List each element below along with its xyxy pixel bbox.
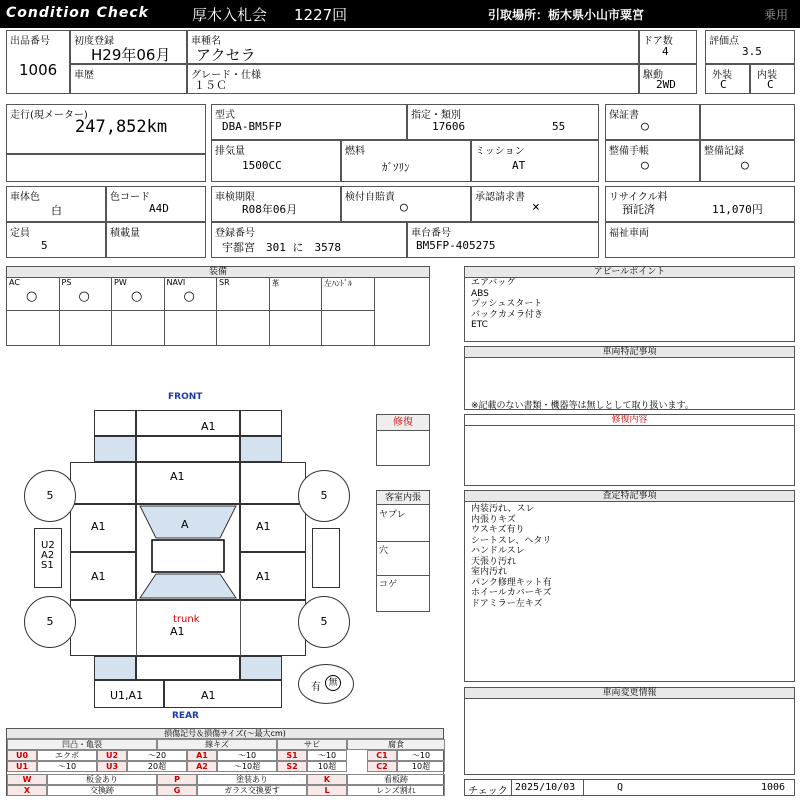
load-label: 積載量 xyxy=(110,228,140,239)
check-row xyxy=(464,779,795,796)
legend-cell-2: 交換跡 xyxy=(47,785,157,796)
special-title: 車両特記事項 xyxy=(465,347,794,358)
legend-cell: C1 xyxy=(367,750,397,761)
legend-cell-2: 看板跡 xyxy=(347,774,445,785)
first-reg-value: H29年06月 xyxy=(91,46,171,64)
repair-box xyxy=(376,414,430,466)
text-line: シートスレ、ヘタリ xyxy=(471,535,552,546)
displacement-label: 排気量 xyxy=(215,146,245,157)
repair-content-title: 修復内容 xyxy=(465,415,794,426)
grade-box xyxy=(187,64,639,94)
insurance-box xyxy=(341,186,471,222)
ext-label: 外装 xyxy=(712,70,732,81)
text-line: 内張りキズ xyxy=(471,514,516,525)
legend-cell: U1 xyxy=(7,761,37,772)
front-bumper-left xyxy=(94,410,136,436)
interior-item-2: 穴 xyxy=(379,546,389,556)
fuel-box xyxy=(341,140,471,182)
equipment-label: PW xyxy=(114,278,127,287)
right-side-panel xyxy=(312,528,340,588)
right-rear-door-code: A1 xyxy=(256,570,271,583)
equipment-blank-1 xyxy=(60,311,113,345)
score-label: 評価点 xyxy=(709,36,739,47)
trunk-code: A1 xyxy=(170,625,185,638)
legend-cell: U0 xyxy=(7,750,37,761)
grade-label: グレード・仕様 xyxy=(191,70,261,81)
warranty-box xyxy=(605,104,700,140)
color-code-box xyxy=(106,186,206,222)
special-note: ※記載のない書類・機器等は無しとして取り扱います。 xyxy=(471,401,694,411)
doors-value: 4 xyxy=(662,45,669,58)
score-value: 3.5 xyxy=(742,45,762,58)
capacity-box xyxy=(6,222,106,258)
displacement-value: 1500CC xyxy=(242,159,282,172)
approval-box xyxy=(471,186,599,222)
equipment-cell-0 xyxy=(7,277,60,311)
model-label: 型式 xyxy=(215,110,235,121)
text-line: ABS xyxy=(471,288,489,299)
int-box xyxy=(750,64,795,94)
legend-cell-2: 板金あり xyxy=(47,774,157,785)
legend-cell-2: 塗装あり xyxy=(197,774,307,785)
roof-panel xyxy=(152,540,224,572)
repair-title: 修復 xyxy=(377,415,429,431)
legend-cell: ～10 xyxy=(37,761,97,772)
interior-divider-2 xyxy=(377,575,429,576)
text-line: ハンドルスレ xyxy=(471,546,525,556)
warranty-value: ○ xyxy=(641,119,649,134)
mission-value: AT xyxy=(512,159,526,172)
rear-label: REAR xyxy=(172,711,199,721)
legend-cell-2: L xyxy=(307,785,347,796)
tire-rear-left: 5 xyxy=(24,596,76,648)
trunk xyxy=(70,600,306,656)
score-box xyxy=(705,30,795,64)
interior-divider-1 xyxy=(377,541,429,542)
lot-box xyxy=(6,30,70,94)
body-left-upper xyxy=(70,462,136,504)
text-line: ドアミラー左キズ xyxy=(471,598,543,609)
equipment-blank-5 xyxy=(270,311,323,345)
welfare-label: 福祉車両 xyxy=(609,228,649,239)
check-divider-2 xyxy=(583,780,584,795)
check-divider-1 xyxy=(511,780,512,795)
body-right-upper xyxy=(240,462,306,504)
appeal-panel xyxy=(464,266,795,342)
fender-front-right xyxy=(240,436,282,462)
fender-rear-left xyxy=(94,656,136,680)
car-name-box xyxy=(187,30,639,64)
hood-front-code: A1 xyxy=(201,420,216,433)
lot-label: 出品番号 xyxy=(10,36,50,47)
equipment-blank-6 xyxy=(322,311,375,345)
legend-group-2: サビ xyxy=(277,739,347,750)
spare-inner: 無 xyxy=(325,675,341,691)
check-code: Q xyxy=(617,782,624,793)
maint-record-label: 整備記録 xyxy=(704,146,744,157)
load-box xyxy=(106,222,206,258)
mileage-sub-box xyxy=(6,154,206,182)
pickup-location: 引取場所：栃木県小山市粟宮 xyxy=(488,8,645,22)
body-color-label: 車体色 xyxy=(10,192,40,203)
repair-content-panel xyxy=(464,414,795,486)
text-line: ウスキズ有り xyxy=(471,525,525,535)
equipment-cell-6 xyxy=(322,277,375,311)
maint-book-value: ○ xyxy=(641,158,649,173)
recycle-status: 預託済 xyxy=(622,203,655,216)
left-rear-door-code: A1 xyxy=(91,570,106,583)
legend-cell: エクボ xyxy=(37,750,97,761)
equipment-cell-4 xyxy=(217,277,270,311)
equipment-cell-5 xyxy=(270,277,323,311)
side-note-3: S1 xyxy=(41,560,54,571)
inspection-box xyxy=(211,186,341,222)
legend-cell-2: W xyxy=(7,774,47,785)
equipment-blank-4 xyxy=(217,311,270,345)
check-label: チェック xyxy=(468,786,508,797)
vehicle-class: 乗用 xyxy=(764,8,789,22)
history-label: 車歴 xyxy=(74,70,94,81)
color-code-label: 色コード xyxy=(110,192,150,203)
equipment-label: 左ﾊﾝﾄﾞﾙ xyxy=(324,279,352,288)
equipment-value: ○ xyxy=(78,289,90,304)
legend-cell: ～20 xyxy=(127,750,187,761)
auction-name: 厚木入札会 xyxy=(192,6,268,24)
model-box xyxy=(211,104,407,140)
inspection-label: 車検期限 xyxy=(215,192,255,203)
equipment-panel xyxy=(6,266,430,346)
fender-rear-right xyxy=(240,656,282,680)
legend-cell: 10超 xyxy=(397,761,445,772)
first-reg-box xyxy=(70,30,187,64)
equipment-title: 装備 xyxy=(7,267,429,278)
legend-cell: S2 xyxy=(277,761,307,772)
text-line: ETC xyxy=(471,320,488,330)
reg-no-label: 登録番号 xyxy=(215,228,255,239)
equipment-label: SR xyxy=(219,278,230,287)
car-name-value: アクセラ xyxy=(196,46,256,64)
right-front-door xyxy=(240,504,306,552)
tire-front-left: 5 xyxy=(24,470,76,522)
rear-left-code: U1,A1 xyxy=(110,689,144,702)
ext-box xyxy=(705,64,750,94)
equipment-blank-3 xyxy=(165,311,218,345)
model-value: DBA-BM5FP xyxy=(222,120,282,133)
legend-cell: ～10 xyxy=(307,750,347,761)
side-note-1: U2 xyxy=(41,540,55,551)
legend-cell-2: G xyxy=(157,785,197,796)
legend-cell: 10超 xyxy=(307,761,347,772)
spare-label: 有 xyxy=(311,682,321,693)
legend-cell: U2 xyxy=(97,750,127,761)
equipment-cell-2 xyxy=(112,277,165,311)
equipment-label: PS xyxy=(61,278,72,287)
appeal-title: アピールポイント xyxy=(465,267,794,278)
windshield-code: A xyxy=(181,518,189,531)
maint-record-value: ○ xyxy=(741,158,749,173)
front-label: FRONT xyxy=(168,392,203,402)
legend-cell-2: K xyxy=(307,774,347,785)
welfare-box xyxy=(605,222,795,258)
lot-value: 1006 xyxy=(19,61,58,79)
warranty-side-box xyxy=(700,104,795,140)
header-bar xyxy=(0,0,800,28)
assessment-title: 査定特記事項 xyxy=(465,491,794,502)
legend-group-0: 凹凸・亀裂 xyxy=(7,739,157,750)
legend-cell: C2 xyxy=(367,761,397,772)
change-title: 車両変更情報 xyxy=(465,688,794,699)
session-number: 1227回 xyxy=(294,6,348,24)
doors-box xyxy=(639,30,697,64)
text-line: 内装汚れ、スレ xyxy=(471,504,535,514)
right-rear-door xyxy=(240,552,306,600)
ext-value: C xyxy=(720,78,727,91)
assessment-lines xyxy=(471,504,552,609)
equipment-label: AC xyxy=(9,278,20,287)
tire-rear-right: 5 xyxy=(298,596,350,648)
mission-label: ミッション xyxy=(475,146,525,157)
category-value: 55 xyxy=(552,120,566,133)
equipment-label: 革 xyxy=(271,279,280,288)
rear-bumper-right xyxy=(164,680,282,708)
fender-front-left xyxy=(94,436,136,462)
mileage-box xyxy=(6,104,206,154)
mileage-label: 走行(現メーター) xyxy=(10,110,88,121)
fuel-value: ｶﾞｿﾘﾝ xyxy=(382,161,410,174)
color-code-value: A4D xyxy=(149,202,169,215)
legend-cell-2: レンズ割れ xyxy=(347,785,445,796)
legend-cell: A2 xyxy=(187,761,217,772)
legend-group-1: 線キズ xyxy=(157,739,277,750)
recycle-label: リサイクル料 xyxy=(609,192,668,203)
grade-value: １５Ｃ xyxy=(194,79,227,92)
legend-cell-2: ガラス交換要す xyxy=(197,785,307,796)
hood xyxy=(136,462,240,504)
capacity-label: 定員 xyxy=(10,228,30,239)
designation-label: 指定・類別 xyxy=(411,110,461,121)
body-color-box xyxy=(6,186,106,222)
text-line: バックカメラ付き xyxy=(471,309,544,320)
spare-tire xyxy=(298,664,354,704)
maint-record-box xyxy=(700,140,795,182)
doors-label: ドア数 xyxy=(643,36,673,47)
approval-label: 承認請求書 xyxy=(475,192,525,203)
legend-cell-2: P xyxy=(157,774,197,785)
insurance-label: 検付自賠責 xyxy=(345,192,395,203)
text-line: エアバッグ xyxy=(471,278,516,288)
interior-box xyxy=(376,490,430,612)
chassis-box xyxy=(407,222,599,258)
legend-cell: 20超 xyxy=(127,761,187,772)
approval-value: × xyxy=(532,200,540,215)
equipment-cell-1 xyxy=(60,277,113,311)
equipment-cell-3 xyxy=(165,277,218,311)
trunk-divider-left xyxy=(136,600,137,656)
legend-cell: ～10 xyxy=(217,750,277,761)
brand-title: Condition Check xyxy=(6,5,149,21)
int-label: 内装 xyxy=(757,70,777,81)
front-bumper xyxy=(136,410,240,436)
mission-box xyxy=(471,140,599,182)
side-note-2: A2 xyxy=(41,550,55,561)
change-panel xyxy=(464,687,795,775)
roof-front-code: A1 xyxy=(170,470,185,483)
legend-cell: A1 xyxy=(187,750,217,761)
reg-no-value: 宇都宮 301 に 3578 xyxy=(222,241,341,254)
legend-title: 損傷記号＆損傷サイズ(～最大cm) xyxy=(7,729,443,739)
legend-cell: ～10 xyxy=(397,750,445,761)
legend-cell: S1 xyxy=(277,750,307,761)
interior-item-3: コゲ xyxy=(379,580,398,590)
designation-box xyxy=(407,104,599,140)
fuel-label: 燃料 xyxy=(345,146,365,157)
check-date: 2025/10/03 xyxy=(515,782,576,793)
history-box xyxy=(70,64,187,94)
maint-book-box xyxy=(605,140,700,182)
rear-window-glass xyxy=(140,574,236,598)
check-lot: 1006 xyxy=(761,782,786,793)
interior-title: 客室内張 xyxy=(377,491,429,505)
special-panel xyxy=(464,346,795,410)
left-front-door-code: A1 xyxy=(91,520,106,533)
rear-right-code: A1 xyxy=(201,689,216,702)
insurance-value: ○ xyxy=(400,200,408,215)
appeal-lines xyxy=(471,278,543,331)
mileage-value: 247,852km xyxy=(75,117,168,137)
text-line: 室内汚れ xyxy=(471,567,508,577)
right-front-door-code: A1 xyxy=(256,520,271,533)
tire-front-right: 5 xyxy=(298,470,350,522)
equipment-label: NAVI xyxy=(166,278,186,287)
front-bumper-right xyxy=(240,410,282,436)
legend-group-3: 腐食 xyxy=(347,739,445,750)
chassis-label: 車台番号 xyxy=(411,228,451,239)
assessment-panel xyxy=(464,490,795,682)
inspection-value: R08年06月 xyxy=(242,203,298,216)
drive-label: 駆動 xyxy=(643,70,663,81)
displacement-box xyxy=(211,140,341,182)
legend-panel xyxy=(6,728,444,796)
interior-item-1: ヤブレ xyxy=(379,510,406,520)
warranty-label: 保証書 xyxy=(609,110,639,121)
text-line: 天張り汚れ xyxy=(471,556,517,567)
int-value: C xyxy=(767,78,774,91)
recycle-value: 11,070円 xyxy=(712,203,763,216)
chassis-value: BM5FP-405275 xyxy=(416,239,496,252)
car-name-label: 車種名 xyxy=(191,36,221,47)
text-line: プッシュスタート xyxy=(471,299,543,309)
trunk-label: trunk xyxy=(173,614,200,625)
equipment-value: ○ xyxy=(183,289,195,304)
maint-book-label: 整備手帳 xyxy=(609,146,649,157)
equipment-blank-2 xyxy=(112,311,165,345)
equipment-value: ○ xyxy=(26,289,38,304)
drive-box xyxy=(639,64,697,94)
body-color-value: 白 xyxy=(51,204,62,217)
legend-cell: ～10超 xyxy=(217,761,277,772)
trunk-divider-right xyxy=(240,600,241,656)
capacity-value: 5 xyxy=(41,239,48,252)
recycle-box xyxy=(605,186,795,222)
designation-value: 17606 xyxy=(432,120,466,133)
hood-gap xyxy=(136,436,240,462)
drive-value: 2WD xyxy=(656,78,676,91)
text-line: ホイールカバーキズ xyxy=(471,588,552,598)
text-line: パンク修理キット有 xyxy=(471,577,552,588)
legend-cell: U3 xyxy=(97,761,127,772)
first-reg-label: 初度登録 xyxy=(74,36,114,47)
equipment-blank-0 xyxy=(7,311,60,345)
rear-panel xyxy=(136,656,240,680)
reg-no-box xyxy=(211,222,407,258)
legend-cell-2: X xyxy=(7,785,47,796)
equipment-value: ○ xyxy=(131,289,143,304)
